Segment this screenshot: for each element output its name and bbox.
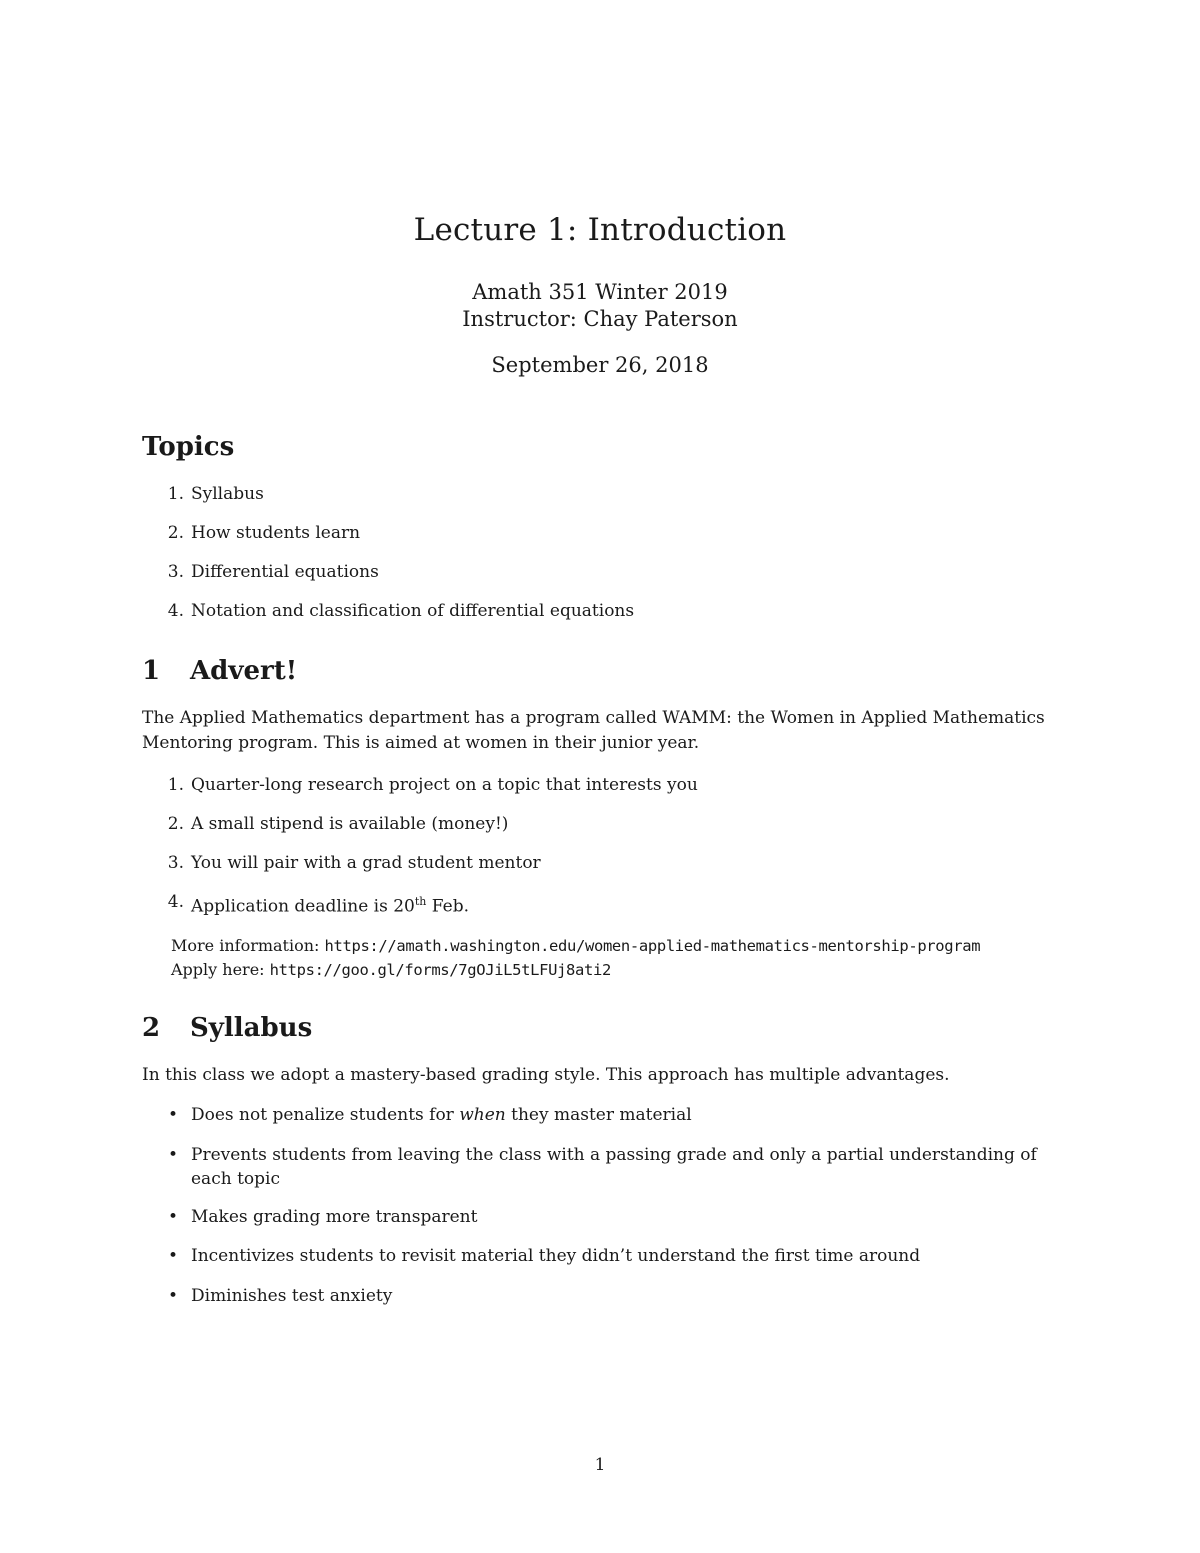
- list-item-text-part: they master material: [505, 1105, 692, 1125]
- more-info-link[interactable]: https://amath.washington.edu/women-applied-mathematics-mentorship-program: [324, 937, 981, 955]
- bullet-icon: •: [168, 1246, 179, 1266]
- list-marker: 3.: [167, 853, 184, 873]
- advert-links: [171, 934, 980, 982]
- list-item-text: [191, 1103, 1082, 1127]
- list-item-text: Prevents students from leaving the class with a passing grade and only a partial understanding of each topic: [191, 1145, 1037, 1189]
- list-item-text: Quarter-long research project on a topic that interests you: [191, 775, 698, 795]
- list-marker: 2.: [167, 523, 184, 543]
- list-item-text: Differential equations: [191, 562, 379, 582]
- instructor-name: Instructor: Chay Paterson: [462, 307, 738, 331]
- list-item-text: [191, 890, 1082, 919]
- list-item-text-part: Does not penalize students for: [191, 1105, 460, 1125]
- ordinal-suffix: th: [414, 895, 427, 908]
- deadline-month: Feb.: [426, 896, 470, 917]
- list-marker: 1.: [167, 484, 184, 504]
- section-title: Advert!: [190, 656, 298, 686]
- list-item: [142, 521, 1082, 545]
- list-item-text: Notation and classification of differential equations: [191, 601, 635, 621]
- more-info-label: More information:: [171, 936, 325, 955]
- topics-heading: [142, 432, 234, 462]
- page-number: 1: [594, 1455, 606, 1475]
- list-item: [142, 773, 1082, 797]
- list-item: [142, 1205, 1082, 1229]
- document-date: September 26, 2018: [491, 353, 709, 377]
- list-item: [142, 560, 1082, 584]
- list-item: [142, 1143, 1082, 1191]
- list-item: [142, 1103, 1082, 1127]
- document-title: Lecture 1: Introduction: [413, 212, 787, 248]
- list-item-text: Diminishes test anxiety: [191, 1286, 393, 1306]
- list-item: [142, 1244, 1082, 1268]
- advert-intro: The Applied Mathematics department has a program called WAMM: the Women in Applied Mathematics Mentoring program. This is aimed at women in their junior year.: [142, 708, 1045, 753]
- list-marker: 4.: [167, 601, 184, 621]
- list-item: [142, 890, 1082, 919]
- list-item-text: A small stipend is available (money!): [191, 814, 509, 834]
- list-item: [142, 812, 1082, 836]
- section-number: 2: [142, 1013, 161, 1043]
- bullet-icon: •: [168, 1286, 179, 1306]
- bullet-icon: •: [168, 1105, 179, 1125]
- topics-heading-label: Topics: [142, 432, 235, 462]
- list-item-text: How students learn: [191, 523, 361, 543]
- list-item: [142, 1284, 1082, 1308]
- list-item: [142, 482, 1082, 506]
- list-marker: 1.: [167, 775, 184, 795]
- apply-link[interactable]: https://goo.gl/forms/7gOJiL5tLFUj8ati2: [269, 961, 611, 979]
- list-item: [142, 851, 1082, 875]
- apply-row: [171, 958, 980, 982]
- deadline-text: Application deadline is 20: [191, 896, 415, 917]
- section-number: 1: [142, 656, 161, 686]
- list-marker: 4.: [167, 892, 184, 912]
- list-marker: 2.: [167, 814, 184, 834]
- bullet-icon: •: [168, 1207, 179, 1227]
- emphasis-text: when: [459, 1105, 506, 1125]
- course-name: Amath 351 Winter 2019: [472, 280, 728, 304]
- list-marker: 3.: [167, 562, 184, 582]
- section-title: Syllabus: [190, 1013, 313, 1043]
- list-item-text: Incentivizes students to revisit material they didn’t understand the first time around: [191, 1246, 921, 1266]
- list-item: [142, 599, 1082, 623]
- apply-label: Apply here:: [171, 960, 270, 979]
- list-item-text: You will pair with a grad student mentor: [191, 853, 541, 873]
- syllabus-intro: In this class we adopt a mastery-based grading style. This approach has multiple advantages.: [142, 1065, 950, 1085]
- advert-heading: [142, 656, 297, 686]
- more-info-row: [171, 934, 980, 958]
- list-item-text: Makes grading more transparent: [191, 1207, 478, 1227]
- syllabus-heading: [142, 1013, 312, 1043]
- list-item-text: Syllabus: [191, 484, 264, 504]
- bullet-icon: •: [168, 1145, 179, 1165]
